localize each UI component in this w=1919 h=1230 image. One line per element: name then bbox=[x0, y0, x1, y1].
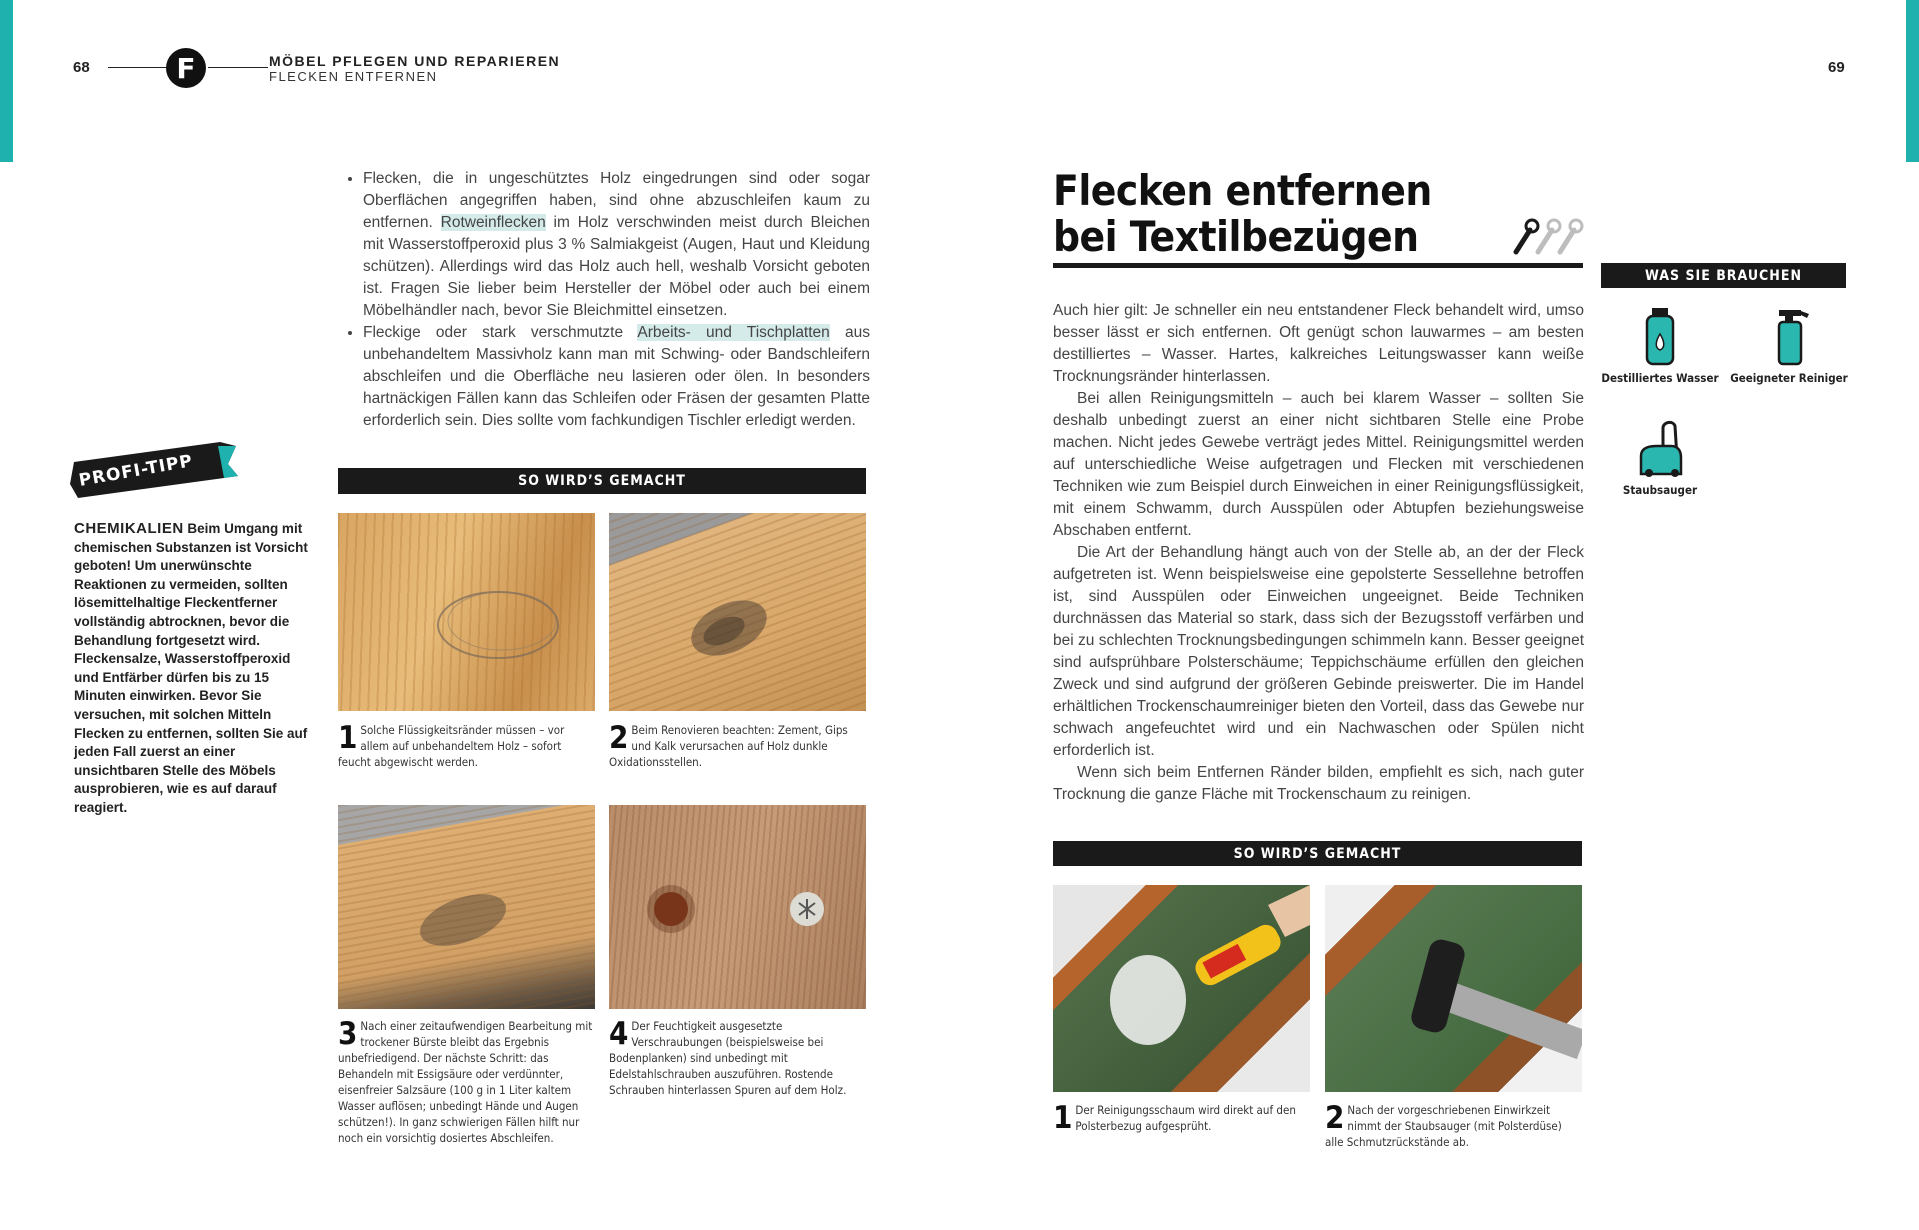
step-caption-right-2: 2 Nach der vorgeschriebenen Einwirkzeit nimmt der Staubsauger (mit Polsterdüse) alle Schmutzrückstände ab. bbox=[1325, 1100, 1562, 1149]
page-number-left: 68 bbox=[73, 59, 90, 76]
need-label-cleaner: Geeigneter Reiniger bbox=[1730, 371, 1848, 385]
screw-heads bbox=[609, 805, 866, 1009]
highlight-term-2: Arbeits- und Tischplatten bbox=[637, 324, 830, 341]
highlight-term-1: Rotweinflecken bbox=[440, 214, 546, 231]
spray-bottle-icon bbox=[1729, 306, 1849, 366]
brushed-stain bbox=[338, 805, 595, 1009]
step-photo-1 bbox=[338, 513, 595, 711]
profi-tipp-text: CHEMIKALIEN Beim Umgang mit chemischen Substanzen ist Vorsicht geboten! Um unerwünschte Reaktionen zu vermeiden, sollten lösemittelhaltige Fleckentferner vollständig abtrocknen, bevor die Behandlung fortgesetzt wird. Fleckensalze, Wasserstoffperoxid und Entfärber dürfen bis zu 15 Minuten einwirken. Bevor Sie versuchen, mit solchen Mitteln Flecken zu entfernen, sollten Sie auf jeden Fall zuerst an einer unsichtbaren Stelle des Möbels ausprobieren, wie es auf darauf reagiert. bbox=[74, 520, 308, 815]
step-caption-2: 2 Beim Renovieren beachten: Zement, Gips und Kalk verursachen auf Holz dunkle Oxidationsstellen. bbox=[609, 720, 848, 769]
oxidation-stain bbox=[609, 513, 866, 711]
paragraph-2: Bei allen Reinigungsmitteln – auch bei klarem Wasser – sollten Sie deshalb unbedingt zuerst an einer nicht sichtbaren Stelle eine Probe machen. Nicht jedes Gewebe verträgt jedes Mittel. Reinigungsmittel werden auf unterschiedliche Weise aufgetragen und Flecken mit verschiedenen Techniken wie zum Beispiel durch Einweichen in einer Reinigungsflüssigkeit, mit einem Schwamm, durch Ausspülen oder Abtupfen beziehungsweise Abschaben entfernt. bbox=[1053, 390, 1584, 539]
profi-tipp-heading: CHEMIKALIEN bbox=[74, 520, 184, 537]
paragraph-1: Auch hier gilt: Je schneller ein neu entstandener Fleck behandelt wird, umso besser lässt er sich entfernen. Oft genügt schon lauwarmes – am besten destilliertes – Wasser. Hartes, kalkreiches Leitungswasser kann weiße Trocknungsränder hinterlassen. bbox=[1053, 302, 1584, 385]
difficulty-wrench-icons bbox=[1512, 218, 1584, 256]
steps-bar-right: SO WIRD’S GEMACHT bbox=[1053, 841, 1582, 866]
needs-bar: WAS SIE BRAUCHEN bbox=[1601, 263, 1846, 288]
water-bottle-icon bbox=[1601, 306, 1719, 366]
steps-bar-left: SO WIRD’S GEMACHT bbox=[338, 468, 866, 494]
bullet-list bbox=[338, 168, 870, 432]
step-photo-3 bbox=[338, 805, 595, 1009]
header-rule-left bbox=[108, 67, 166, 68]
paragraph-3: Die Art der Behandlung hängt auch von der Stelle ab, an der der Fleck aufgetreten ist. Wenn beispielsweise eine gepolsterte Sessellehne betroffen ist, sind Ausspülen oder Einweichen ungeeignet. Beide Techniken durchnässen das Material so stark, dass sich der Bezugsstoff verfärben und bei zu schlechten Trocknungsbedingungen schimmeln kann. Besser geeignet sind aufsprühbare Polsterschäume; Teppichschäume erfüllen den gleichen Zweck und sind aufgrund der größeren Gebinde preiswerter. Die im Handel erhältlichen Trockenschaumreiniger bieten den Vorteil, dass das Gewebe nur schwach angefeuchtet wird und ein Nachwaschen oder Spülen nicht erforderlich ist. bbox=[1053, 544, 1584, 759]
header-rule-right bbox=[208, 67, 268, 68]
need-label-vacuum: Staubsauger bbox=[1622, 483, 1698, 497]
step-photo-2 bbox=[609, 513, 866, 711]
headline-rule bbox=[1053, 263, 1583, 268]
vacuum-cleaner-icon bbox=[1601, 418, 1719, 478]
need-item-cleaner bbox=[1729, 306, 1849, 385]
article-headline: Flecken entfernen bei Textilbezügen bbox=[1053, 166, 1432, 261]
need-item-vacuum bbox=[1601, 418, 1719, 497]
right-edge-accent bbox=[1906, 0, 1919, 162]
left-edge-accent bbox=[0, 0, 13, 162]
profi-tipp-banner bbox=[68, 440, 243, 500]
page-number-right: 69 bbox=[1828, 59, 1845, 76]
bullet-item-2: • Fleckige oder stark verschmutzte Arbeits- und Tischplatten aus unbehandeltem Massivholz kann man mit Schwing- oder Bandschleifern abschleifen und die Oberfläche neu lasieren oder ölen. In besonders hartnäckigen Fällen kann das Schleifen oder Fräsen der gesamten Platte erforderlich sein. Dies sollte vom fachkundigen Tischler erledigt werden. bbox=[363, 322, 870, 432]
running-header-subtitle: FLECKEN ENTFERNEN bbox=[269, 69, 438, 84]
step-caption-4: 4 Der Feuchtigkeit ausgesetzte Verschraubungen (beispielsweise bei Bodenplanken) sind unbedingt mit Edelstahlschrauben auszuführen. Rostende Schrauben hinterlassen Spuren auf dem Holz. bbox=[609, 1016, 847, 1097]
foam-spray-scene bbox=[1053, 885, 1310, 1092]
step-photo-4 bbox=[609, 805, 866, 1009]
bullet-item-1: • Flecken, die in ungeschütztes Holz eingedrungen sind oder sogar Oberflächen angegriffen haben, sind ohne abzuschleifen kaum zu entfernen. Rotweinflecken im Holz verschwinden meist durch Bleichen mit Wasserstoffperoxid plus 3 % Salmiakgeist (Augen, Haut und Kleidung schützen). Allerdings wird das Holz auch hell, weshalb Vorsicht geboten ist. Fragen Sie lieber beim Hersteller der Möbel oder auch bei einem Möbelhändler nach, bevor Sie Bleichmittel einsetzen. bbox=[363, 168, 870, 322]
running-header-title: MÖBEL PFLEGEN UND REPARIEREN bbox=[269, 53, 561, 69]
chapter-icon: F bbox=[166, 48, 206, 88]
article-body bbox=[1053, 300, 1584, 806]
step-caption-1: 1 Solche Flüssigkeitsränder müssen – vor allem auf unbehandeltem Holz – sofort feucht abgewischt werden. bbox=[338, 720, 565, 769]
profi-tipp-label: PROFI-TIPP bbox=[77, 451, 195, 491]
need-item-water bbox=[1601, 306, 1719, 385]
need-label-water: Destilliertes Wasser bbox=[1601, 371, 1719, 385]
step-caption-right-1: 1 Der Reinigungsschaum wird direkt auf den Polsterbezug aufgesprüht. bbox=[1053, 1100, 1296, 1136]
step-caption-3: 3 Nach einer zeitaufwendigen Bearbeitung mit trockener Bürste bleibt das Ergebnis unbefriedigend. Der nächste Schritt: das Behandeln mit Essigsäure oder verdünnter, eisenfreier Salzsäure (100 g in 1 Liter kaltem Wasser auflösen; unbedingt Hände und Augen schützen!). In ganz schwierigen Fällen hilft nur noch ein vorsichtig dosiertes Abschleifen. bbox=[338, 1016, 593, 1145]
vacuum-scene bbox=[1325, 885, 1582, 1092]
liquid-ring-mark bbox=[338, 513, 595, 711]
step-photo-vacuum bbox=[1325, 885, 1582, 1092]
paragraph-4: Wenn sich beim Entfernen Ränder bilden, empfiehlt es sich, nach guter Trocknung die ganze Fläche mit Trockenschaum zu reinigen. bbox=[1053, 764, 1584, 803]
step-photo-foam bbox=[1053, 885, 1310, 1092]
